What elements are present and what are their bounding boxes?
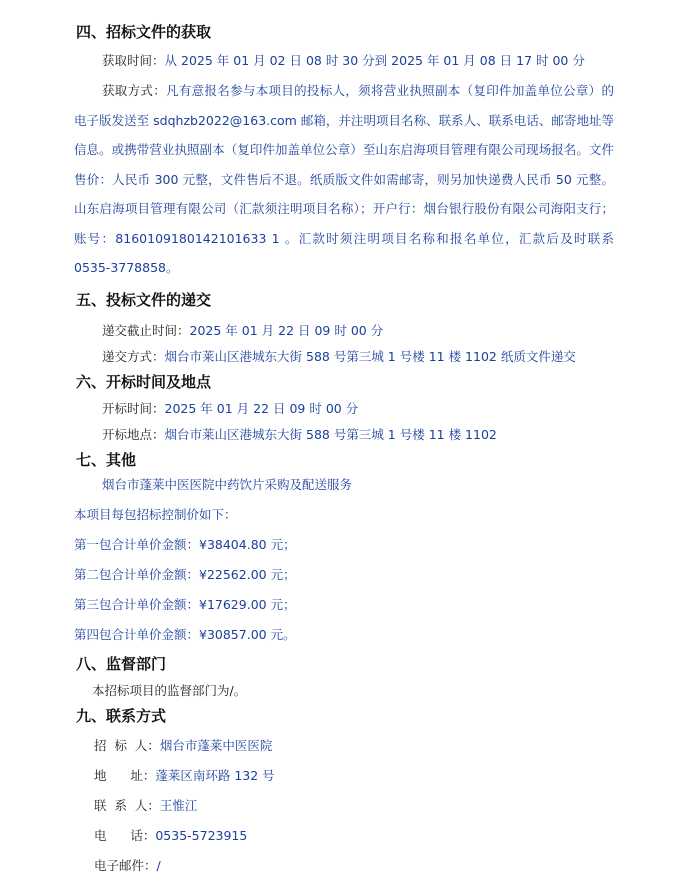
control-price-intro: 本项目每包招标控制价如下： bbox=[74, 507, 237, 522]
open-place-value: 烟台市莱山区港城东大街 588 号第三城 1 号楼 11 楼 1102 bbox=[164, 427, 497, 442]
section-heading-9: 九、联系方式 bbox=[76, 707, 167, 725]
project-name: 烟台市蓬莱中医医院中药饮片采购及配送服务 bbox=[102, 477, 353, 492]
contact-label: 招 标 人： bbox=[94, 738, 160, 753]
open-place-line bbox=[102, 426, 497, 444]
section-heading-5: 五、投标文件的递交 bbox=[76, 291, 212, 309]
package-price-1: 第一包合计单价金额：¥38404.80 元； bbox=[74, 537, 296, 552]
open-time-value: 2025 年 01 月 22 日 09 时 00 分 bbox=[164, 401, 359, 416]
supervision-text: 本招标项目的监督部门为/。 bbox=[92, 683, 247, 698]
open-time-line bbox=[102, 400, 358, 418]
section-heading-8: 八、监督部门 bbox=[76, 655, 167, 673]
submit-method-value: 烟台市莱山区港城东大街 588 号第三城 1 号楼 11 楼 1102 纸质文件递交 bbox=[164, 349, 576, 364]
deadline-value: 2025 年 01 月 22 日 09 时 00 分 bbox=[189, 323, 384, 338]
deadline-line bbox=[102, 322, 383, 340]
section-heading-7: 七、其他 bbox=[76, 451, 137, 469]
contact-phone bbox=[94, 827, 247, 845]
get-method-paragraph bbox=[74, 76, 614, 283]
contact-value: / bbox=[156, 858, 161, 873]
contact-value: 0535-5723915 bbox=[155, 828, 248, 843]
contact-label: 地 址： bbox=[94, 768, 156, 783]
contact-value: 蓬莱区南环路 132 号 bbox=[155, 768, 275, 783]
submit-method-line bbox=[102, 348, 576, 366]
contact-person bbox=[94, 797, 197, 815]
contact-value: 烟台市蓬莱中医医院 bbox=[159, 738, 273, 753]
package-price-2: 第二包合计单价金额：¥22562.00 元； bbox=[74, 567, 296, 582]
open-place-label: 开标地点： bbox=[102, 427, 165, 442]
contact-address bbox=[94, 767, 275, 785]
contact-tenderer bbox=[94, 737, 272, 755]
contact-label: 电 话： bbox=[94, 828, 156, 843]
section-heading-6: 六、开标时间及地点 bbox=[76, 373, 212, 391]
get-time-label: 获取时间： bbox=[102, 53, 165, 68]
open-time-label: 开标时间： bbox=[102, 401, 165, 416]
package-price-3: 第三包合计单价金额：¥17629.00 元； bbox=[74, 597, 296, 612]
section-heading-4: 四、招标文件的获取 bbox=[76, 23, 212, 41]
package-price-4: 第四包合计单价金额：¥30857.00 元。 bbox=[74, 627, 296, 642]
contact-label: 电子邮件： bbox=[94, 858, 157, 873]
contact-value: 王惟江 bbox=[159, 798, 198, 813]
get-time-value: 从 2025 年 01 月 02 日 08 时 30 分到 2025 年 01 月 08 日 17 时 00 分 bbox=[164, 53, 585, 68]
submit-method-label: 递交方式： bbox=[102, 349, 165, 364]
contact-label: 联 系 人： bbox=[94, 798, 160, 813]
get-time-line bbox=[102, 52, 585, 70]
deadline-label: 递交截止时间： bbox=[102, 323, 190, 338]
contact-email bbox=[94, 857, 161, 875]
get-method-value: 凡有意报名参与本项目的投标人，须将营业执照副本（复印件加盖单位公章）的电子版发送至 sdqhzb2022@163.com 邮箱，并注明项目名称、联系人、联系电话、邮寄地址等信息。或携带营业执照副本（复印件加盖单位公章）至山东启海项目管理有限公司现场报名。文件售价：人民币 300 元整，文件售后不退。纸质版文件如需邮寄，则另加快递费人民币 50 元整。山东启海项目管理有限公司（汇款须注明项目名称）；开户行：烟台银行股份有限公司海阳支行；账号：8160109180142101633 1 。汇款时须注明项目名称和报名单位，汇款后及时联系 0535-3778858。 bbox=[74, 83, 614, 275]
get-method-label: 获取方式： bbox=[102, 83, 167, 98]
